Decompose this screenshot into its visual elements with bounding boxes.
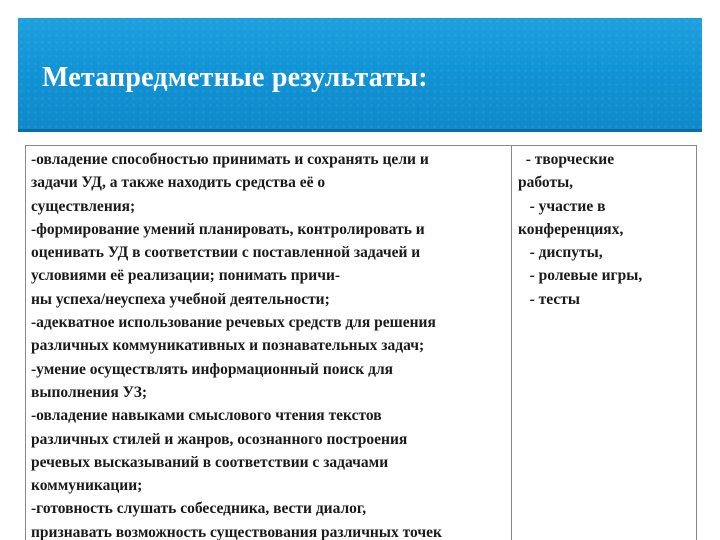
results-line: оценивать УД в соответствии с поставленной задачей и: [31, 244, 421, 262]
forms-column: [518, 148, 696, 311]
results-line: речевых высказываний в соответствии с задачами: [31, 453, 389, 471]
forms-line: конференциях,: [518, 220, 624, 238]
results-line: -овладение способностью принимать и сохранять цели и: [31, 151, 429, 168]
forms-line: - диспуты,: [518, 244, 603, 262]
forms-line: - ролевые игры,: [518, 267, 643, 285]
results-line: -формирование умений планировать, контролировать и: [31, 220, 425, 238]
title-banner: [18, 18, 702, 132]
forms-line: работы,: [518, 174, 574, 192]
results-line: различных коммуникативных и познавательных задач;: [31, 337, 425, 355]
content-table: [25, 145, 697, 540]
column-divider: [511, 146, 512, 540]
results-line: выполнения УЗ;: [31, 383, 148, 401]
results-line: -адекватное использование речевых средств для решения: [31, 314, 436, 332]
results-line: -овладение навыками смыслового чтения текстов: [31, 407, 382, 425]
results-line: существления;: [31, 197, 136, 215]
results-line: ны успеха/неуспеха учебной деятельности;: [31, 290, 330, 308]
forms-line: - тесты: [518, 290, 580, 308]
results-line: -умение осуществлять информационный поиск для: [31, 360, 394, 378]
slide-title: Метапредметные результаты:: [42, 62, 428, 93]
results-line: различных стилей и жанров, осознанного построения: [31, 430, 408, 448]
forms-line: - творческие: [518, 151, 615, 168]
results-line: условиями её реализации; понимать причи-: [31, 267, 341, 285]
forms-line: - участие в: [518, 197, 606, 215]
results-line: -готовность слушать собеседника, вести диалог,: [31, 500, 367, 518]
results-line: коммуникации;: [31, 477, 143, 495]
results-column: [31, 148, 507, 540]
results-line: задачи УД, а также находить средства её о: [31, 174, 326, 192]
results-line: признавать возможность существования различных точек: [31, 523, 442, 540]
